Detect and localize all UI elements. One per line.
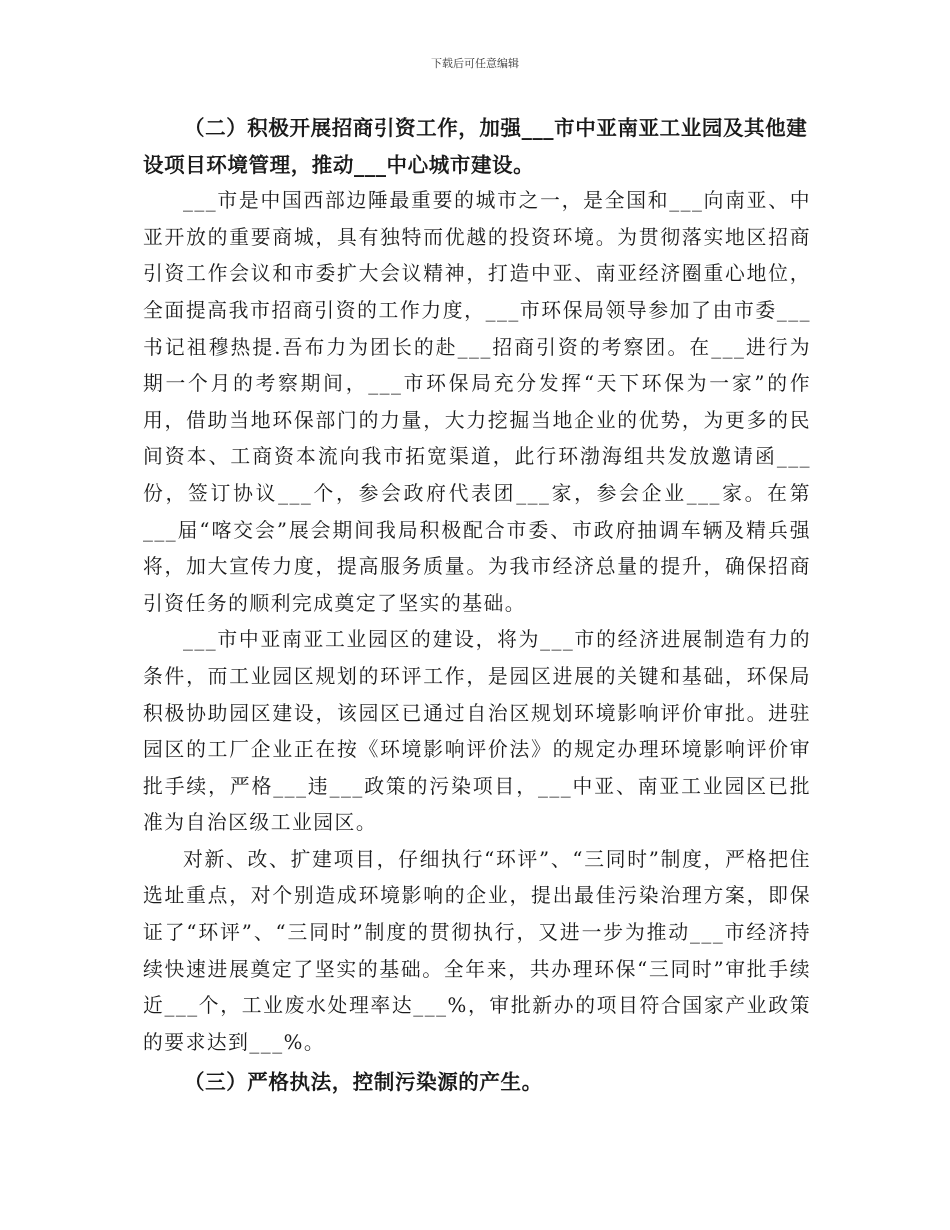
section-heading-2: （二）积极开展招商引资工作，加强___市中亚南亚工业园及其他建设项目环境管理，推动___中心城市建设。 bbox=[143, 116, 808, 177]
document-body bbox=[143, 110, 811, 1101]
section-heading-3: （三）严格执法，控制污染源的产生。 bbox=[184, 1070, 543, 1095]
paragraph-projects: 对新、改、扩建项目，仔细执行“环评”、“三同时”制度，严格把住选址重点，对个别造成环境影响的企业，提出最佳污染治理方案，即保证了“环评”、“三同时”制度的贯彻执行，又进一步为推动___市经济持续快速进展奠定了坚实的基础。全年来，共办理环保“三同时”审批手续近___个，工业废水处理率达___%，审批新办的项目符合国家产业政策的要求达到___%。 bbox=[143, 847, 811, 1054]
paragraph-investment: ___市是中国西部边陲最重要的城市之一，是全国和___向南亚、中亚开放的重要商城，具有独特而优越的投资环境。为贯彻落实地区招商引资工作会议和市委扩大会议精神，打造中亚、南亚经济圈重心地位，全面提高我市招商引资的工作力度，___市环保局领导参加了由市委___书记祖穆热提.吾布力为团长的赴___招商引资的考察团。在___进行为期一个月的考察期间，___市环保局充分发挥“天下环保为一家”的作用，借助当地环保部门的力量，大力挖掘当地企业的优势，为更多的民间资本、工商资本流向我市拓宽渠道，此行环渤海组共发放邀请函___份，签订协议___个，参会政府代表团___家，参会企业___家。在第___届“喀交会”展会期间我局积极配合市委、市政府抽调车辆及精兵强将，加大宣传力度，提高服务质量。为我市经济总量的提升，确保招商引资任务的顺利完成奠定了坚实的基础。 bbox=[143, 189, 811, 615]
header-note: 下载后可任意编辑 bbox=[431, 57, 519, 70]
paragraph-industrial-park: ___市中亚南亚工业园区的建设，将为___市的经济进展制造有力的条件，而工业园区规划的环评工作，是园区进展的关键和基础，环保局积极协助园区建设，该园区已通过自治区规划环境影响评价审批。进驻园区的工厂企业正在按《环境影响评价法》的规定办理环境影响评价审批手续，严格___违___政策的污染项目，___中亚、南亚工业园区已批准为自治区级工业园区。 bbox=[143, 628, 811, 835]
